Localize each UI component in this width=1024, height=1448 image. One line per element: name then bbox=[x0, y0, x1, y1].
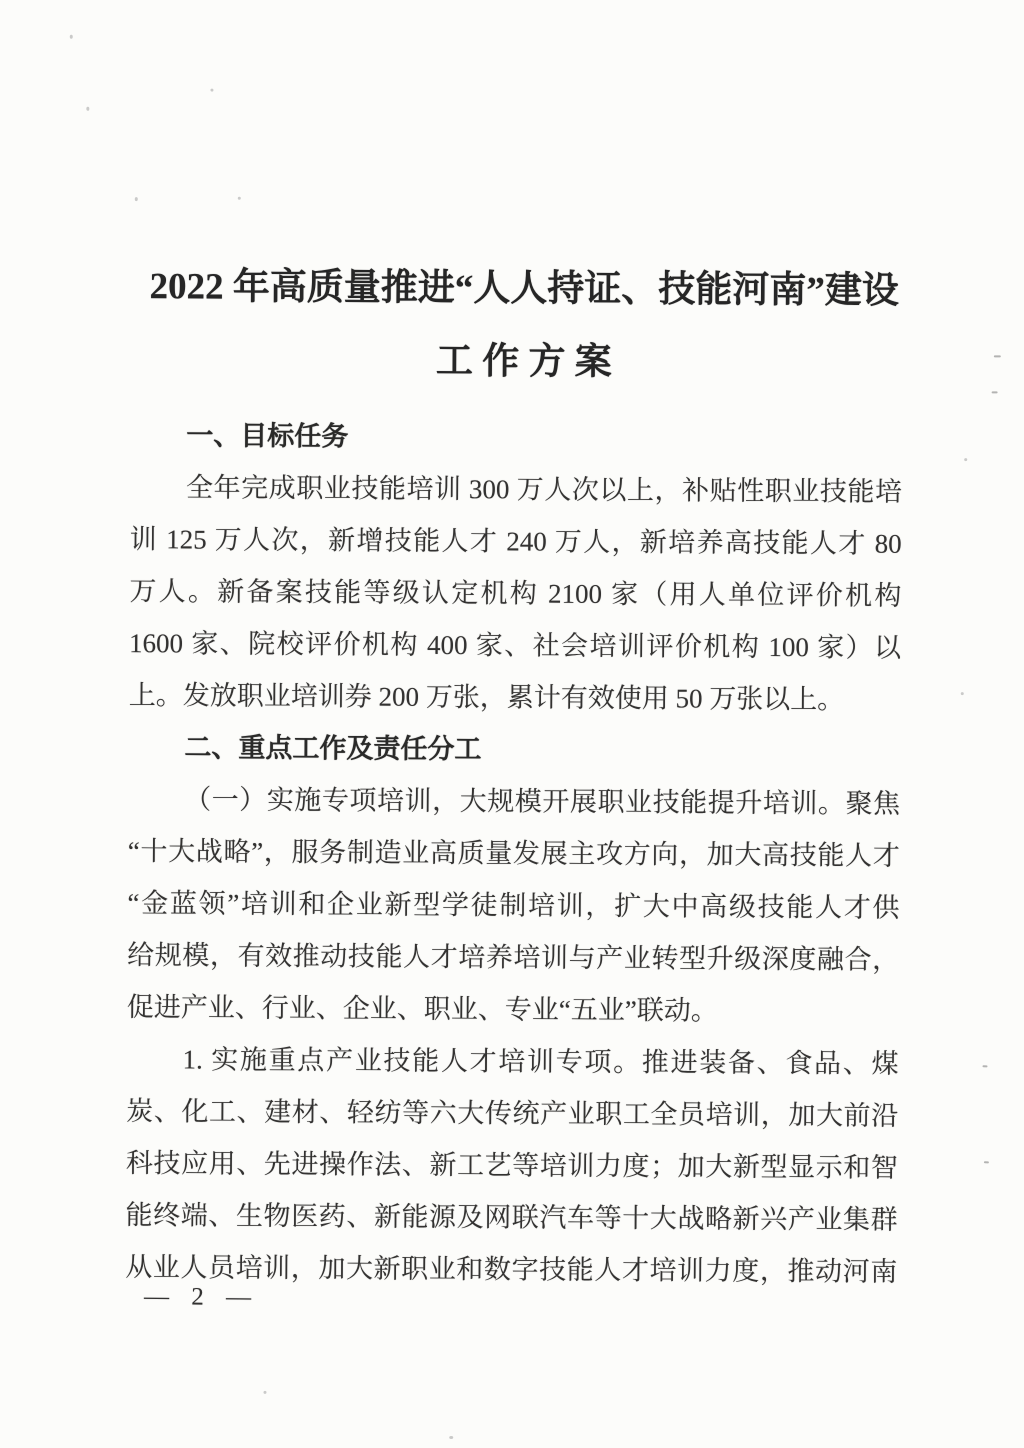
paragraph3-line: 能终端、生物医药、新能源及网联汽车等十大战略新兴产业集群 bbox=[125, 1200, 898, 1235]
paragraph3-line: 1. 实施重点产业技能人才培训专项。推进装备、食品、煤 bbox=[182, 1044, 899, 1079]
paragraph2-line: “金蓝领”培训和企业新型学徒制培训，扩大中高级技能人才供 bbox=[127, 888, 900, 923]
scan-speck bbox=[238, 197, 241, 200]
paragraph2-line: “十大战略”，服务制造业高质量发展主攻方向，加大高技能人才 bbox=[127, 836, 900, 871]
document-title-line1: 2022 年高质量推进“人人持证、技能河南”建设 bbox=[149, 266, 899, 312]
paragraph2-line: （一）实施专项培训，大规模开展职业技能提升培训。聚焦 bbox=[184, 784, 901, 819]
scan-speck bbox=[70, 35, 73, 39]
page-number: — 2 — bbox=[143, 1283, 255, 1311]
document-body bbox=[125, 409, 902, 1298]
paragraph3-line: 科技应用、先进操作法、新工艺等培训力度；加大新型显示和智 bbox=[125, 1148, 898, 1183]
scan-speck bbox=[982, 1065, 987, 1067]
document-title-line2: 工 作 方 案 bbox=[435, 340, 612, 384]
scan-speck bbox=[86, 107, 89, 111]
paragraph3-line: 从业人员培训，加大新职业和数字技能人才培训力度，推动河南 bbox=[125, 1252, 898, 1287]
scan-speck bbox=[135, 197, 138, 201]
document-title bbox=[138, 250, 911, 401]
scan-speck bbox=[984, 1161, 989, 1163]
scan-speck bbox=[210, 89, 213, 92]
scan-speck bbox=[992, 391, 998, 393]
scan-speck bbox=[449, 1436, 453, 1439]
paragraph1-line: 1600 家、院校评价机构 400 家、社会培训评价机构 100 家）以 bbox=[128, 628, 902, 663]
paragraph1-line: 训 125 万人次，新增技能人才 240 万人，新培养高技能人才 80 bbox=[129, 524, 902, 559]
paragraph3-line: 炭、化工、建材、轻纺等六大传统产业职工全员培训，加大前沿 bbox=[126, 1096, 899, 1131]
paragraph1-line: 上。发放职业培训券 200 万张，累计有效使用 50 万张以上。 bbox=[128, 680, 845, 715]
section1-heading: 一、目标任务 bbox=[186, 420, 349, 452]
paragraph1-line: 万人。新备案技能等级认定机构 2100 家（用人单位评价机构 bbox=[129, 576, 902, 611]
paragraph2-line: 促进产业、行业、企业、职业、专业“五业”联动。 bbox=[126, 992, 718, 1026]
paragraph2-line: 给规模，有效推动技能人才培养培训与产业转型升级深度融合， bbox=[127, 940, 900, 975]
scan-speck bbox=[994, 355, 1001, 357]
section2-heading: 二、重点工作及责任分工 bbox=[184, 732, 482, 765]
scan-speck bbox=[263, 1391, 266, 1394]
scan-speck bbox=[964, 458, 967, 461]
paragraph1-line: 全年完成职业技能培训 300 万人次以上，补贴性职业技能培 bbox=[185, 472, 903, 507]
scan-speck bbox=[961, 692, 964, 695]
